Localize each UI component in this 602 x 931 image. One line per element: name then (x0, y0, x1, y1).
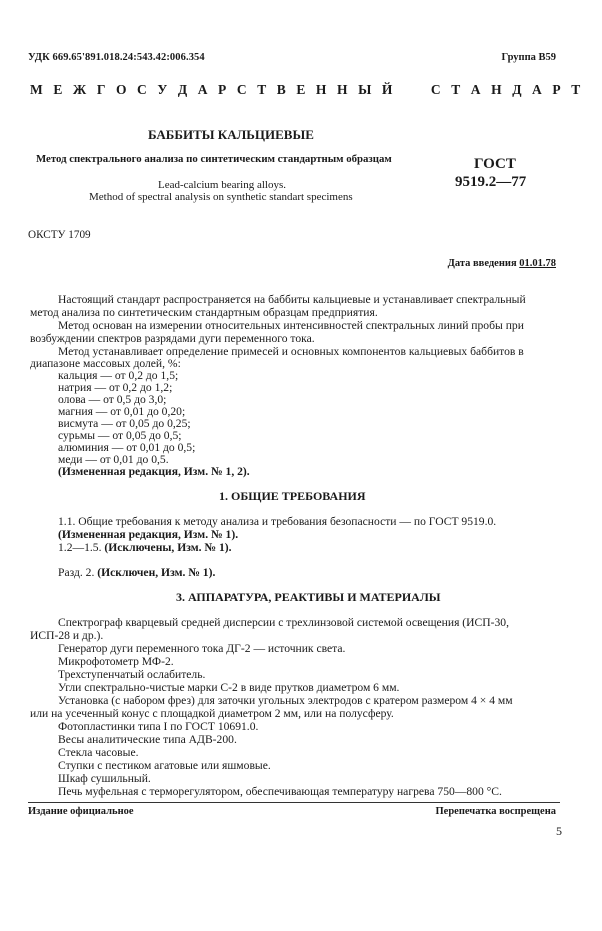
equipment-line: Микрофотометр МФ-2. (58, 655, 174, 668)
effective-date (448, 258, 556, 269)
udk-code: УДК 669.65'891.018.24:543.42:006.354 (28, 52, 205, 63)
equipment-line: Спектрограф кварцевый средней дисперсии с трехлинзовой системой освещения (ИСП-30, (58, 616, 509, 629)
intro-line: Метод устанавливает определение примесей и основных компонентов кальциевых баббитов в (58, 345, 524, 358)
equipment-line: Весы аналитические типа АДВ-200. (58, 733, 237, 746)
section-1-p2-number: 1.2—1.5. (58, 541, 102, 554)
section-1-p1: 1.1. Общие требования к методу анализа и требования безопасности — по ГОСТ 9519.0. (58, 515, 497, 528)
section-1-p2 (58, 541, 232, 554)
effective-date-value: 01.01.78 (519, 258, 556, 269)
range-item: меди — от 0,01 до 0,5. (58, 453, 169, 466)
intro-line: диапазоне массовых долей, %: (30, 357, 181, 370)
equipment-line: Трехступенчатый ослабитель. (58, 668, 206, 681)
equipment-line: Ступки с пестиком агатовые или яшмовые. (58, 759, 271, 772)
equipment-line: Шкаф сушильный. (58, 772, 151, 785)
range-item: натрия — от 0,2 до 1,2; (58, 381, 173, 394)
footer-divider (28, 802, 560, 803)
range-item: кальция — от 0,2 до 1,5; (58, 369, 179, 382)
equipment-line: Установка (с набором фрез) для заточки угольных электродов с кратером размером 4 × 4 мм (58, 694, 513, 707)
section-2-edit: (Исключен, Изм. № 1). (97, 566, 216, 579)
effective-date-label: Дата введения (447, 258, 517, 269)
okstu-code: ОКСТУ 1709 (28, 229, 91, 241)
range-item: магния — от 0,01 до 0,20; (58, 405, 186, 418)
equipment-line: Печь муфельная с терморегулятором, обеспечивающая температуру нагрева 750—800 °С. (58, 785, 502, 798)
equipment-line: ИСП-28 и др.). (30, 629, 104, 642)
official-edition-note: Издание официальное (28, 806, 134, 817)
section-1-p2-edit: (Исключены, Изм. № 1). (104, 541, 232, 554)
equipment-line: Стекла часовые. (58, 746, 139, 759)
section-1-p1-edit: (Измененная редакция, Изм. № 1). (58, 528, 239, 541)
gost-label: ГОСТ (474, 156, 516, 172)
intro-line: Настоящий стандарт распространяется на баббиты кальциевые и устанавливает спектральный (58, 293, 526, 306)
equipment-line: Угли спектрально-чистые марки С-2 в виде прутков диаметром 6 мм. (58, 681, 400, 694)
section-3-heading: 3. АППАРАТУРА, РЕАКТИВЫ И МАТЕРИАЛЫ (176, 590, 441, 604)
equipment-line: или на усеченный конус с площадкой диаметром 2 мм, или на полусферу. (30, 707, 394, 720)
intro-edit-note: (Измененная редакция, Изм. № 1, 2). (58, 465, 250, 478)
range-item: олова — от 0,5 до 3,0; (58, 393, 167, 406)
section-2-number: Разд. 2. (58, 566, 95, 579)
range-item: алюминия — от 0,01 до 0,5; (58, 441, 196, 454)
equipment-line: Генератор дуги переменного тока ДГ-2 — источник света. (58, 642, 346, 655)
intro-line: метод анализа по синтетическим стандартным образцам предприятия. (30, 306, 378, 319)
range-item: сурьмы — от 0,05 до 0,5; (58, 429, 182, 442)
document-subtitle: Метод спектрального анализа по синтетическим стандартным образцам (36, 153, 392, 165)
interstate-standard-banner: М Е Ж Г О С У Д А Р С Т В Е Н Н Ы Й С Т А Н Д А Р Т (30, 82, 584, 97)
intro-line: возбуждении спектров разрядами дуги переменного тока. (30, 332, 315, 345)
group-code: Группа В59 (501, 52, 556, 63)
intro-line: Метод основан на измерении относительных интенсивностей спектральных линий пробы при (58, 319, 524, 332)
equipment-line: Фотопластинки типа I по ГОСТ 10691.0. (58, 720, 259, 733)
page-number: 5 (556, 824, 562, 838)
gost-number: 9519.2—77 (455, 174, 527, 190)
document-title: БАББИТЫ КАЛЬЦИЕВЫЕ (148, 127, 314, 142)
english-subtitle: Method of spectral analysis on synthetic standart specimens (89, 191, 353, 203)
range-item: висмута — от 0,05 до 0,25; (58, 417, 191, 430)
reprint-prohibited-note: Перепечатка воспрещена (435, 806, 556, 817)
english-title: Lead-calcium bearing alloys. (158, 179, 286, 191)
section-2-note (58, 566, 215, 579)
section-1-heading: 1. ОБЩИЕ ТРЕБОВАНИЯ (219, 489, 366, 503)
